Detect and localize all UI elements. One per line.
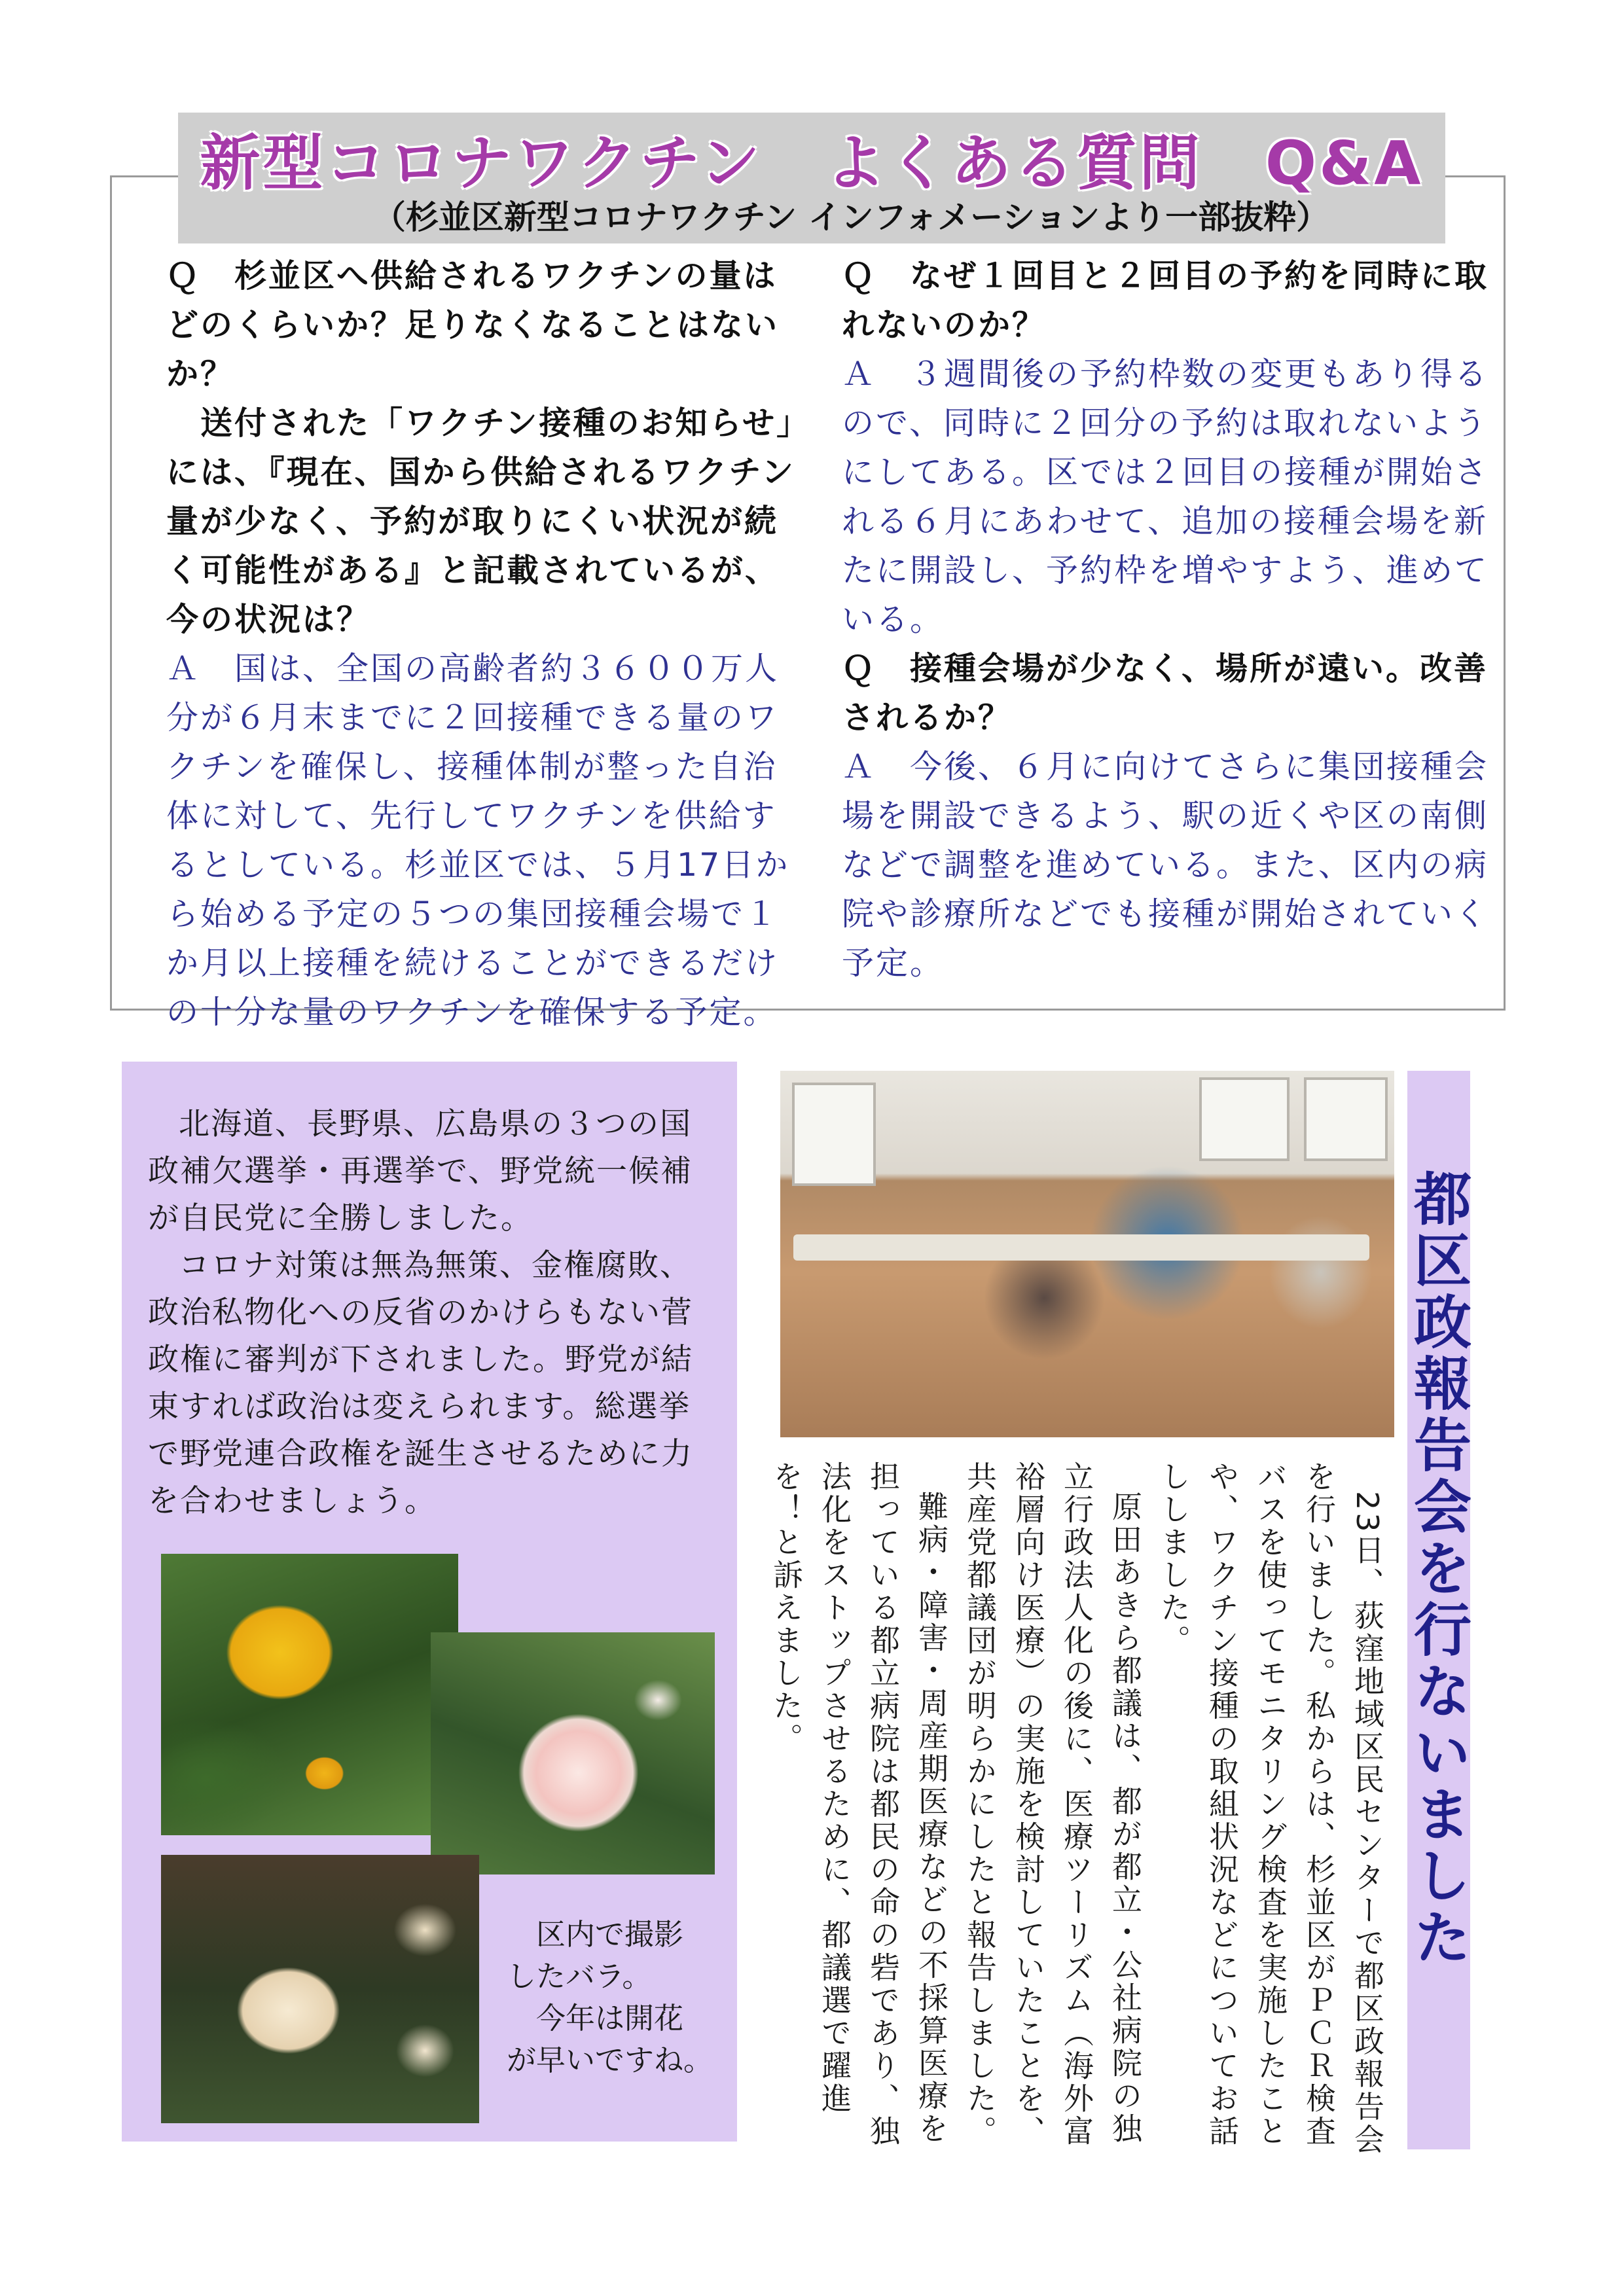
caption-line: 区内で撮影 [507, 1917, 684, 1952]
window-shape [1304, 1077, 1388, 1161]
pink-rose-photo [431, 1632, 715, 1874]
window-shape [1199, 1077, 1290, 1161]
meeting-table-shape [793, 1234, 1369, 1261]
photo-caption [507, 1914, 716, 2081]
report-paragraph: 原田あきら都議は、都が都立・公社病院の独立行政法人化の後に、医療ツーリズム（海外富裕層向け医療）の実施を検討していたことを、共産党都議団が明らかにしたと報告しました。 [962, 1461, 1143, 2148]
report-heading: 都区政報告会を行ないました [1405, 1169, 1473, 1969]
answer-text: Ａ 国は、全国の高齢者約３６００万人分が６月末までに２回接種できる量のワクチンを確保し、接種体制が整った自治体に対して、先行してワクチンを供給するとしている。杉並区では、５月17日から始める予定の５つの集団接種会場で１か月以上接種を続けることができるだけの十分な量のワクチンを確保する予定。 [166, 650, 790, 1031]
question-text: 送付された「ワクチン接種のお知らせ」には、『現在、国から供給されるワクチン量が少なく、予約が取りにくい状況が続く可能性がある』と記載されているが、今の状況は？ [166, 404, 796, 638]
answer-text: Ａ ３週間後の予約枠数の変更もあり得るので、同時に２回分の予約は取れないようにしてある。区では２回目の接種が開始される６月にあわせて、追加の接種会場を新たに開設し、予約枠を増やすよう、進めている。 [842, 355, 1489, 638]
page-title: 新型コロナワクチン よくある質問 Q&A [200, 128, 1424, 198]
cream-rose-photo [161, 1855, 479, 2123]
question-text: Ｑ 接種会場が少なく、場所が遠い。改善されるか？ [842, 650, 1489, 736]
question-text: Ｑ 杉並区へ供給されるワクチンの量はどのくらいか？足りなくなることはないか？ [166, 257, 780, 393]
qa-right-column [842, 251, 1490, 988]
meeting-photo [780, 1071, 1394, 1437]
caption-line: 今年は開花 [507, 2001, 684, 2036]
report-article [768, 1461, 1392, 2168]
caption-line: したバラ。 [507, 1959, 652, 1994]
caption-line: が早いですね。 [507, 2043, 713, 2077]
window-shape [792, 1083, 876, 1186]
report-paragraph: 難病・障害・周産期医療などの不採算医療を担っている都立病院は都民の命の砦であり、独法化をストップさせるために、都議選で躍進を！と訴えました。 [768, 1461, 949, 2148]
election-article [148, 1101, 717, 1525]
question-text: Ｑ なぜ１回目と２回目の予約を同時に取れないのか？ [842, 257, 1489, 344]
report-paragraph: 23日、荻窪地域区民センターで都区政報告会を行いました。私からは、杉並区がＰＣＲ検査バスを使ってモニタリング検査を実施したことや、ワクチン接種の取組状況などについてお話ししました。 [1156, 1461, 1385, 2157]
answer-text: Ａ 今後、６月に向けてさらに集団接種会場を開設できるよう、駅の近くや区の南側などで調整を進めている。また、区内の病院や診療所などでも接種が開始されていく予定。 [842, 748, 1489, 982]
election-paragraph: コロナ対策は無為無策、金権腐敗、政治私物化への反省のかけらもない菅政権に審判が下されました。野党が結束すれば政治は変えられます。総選挙で野党連合政権を誕生させるために力を合わせましょう。 [148, 1247, 693, 1519]
page-subtitle: （杉並区新型コロナワクチン インフォメーションより一部抜粋） [372, 198, 1329, 236]
yellow-rose-photo [161, 1554, 458, 1835]
qa-left-column [166, 251, 808, 1037]
election-paragraph: 北海道、長野県、広島県の３つの国政補欠選挙・再選挙で、野党統一候補が自民党に全勝しました。 [148, 1106, 693, 1236]
